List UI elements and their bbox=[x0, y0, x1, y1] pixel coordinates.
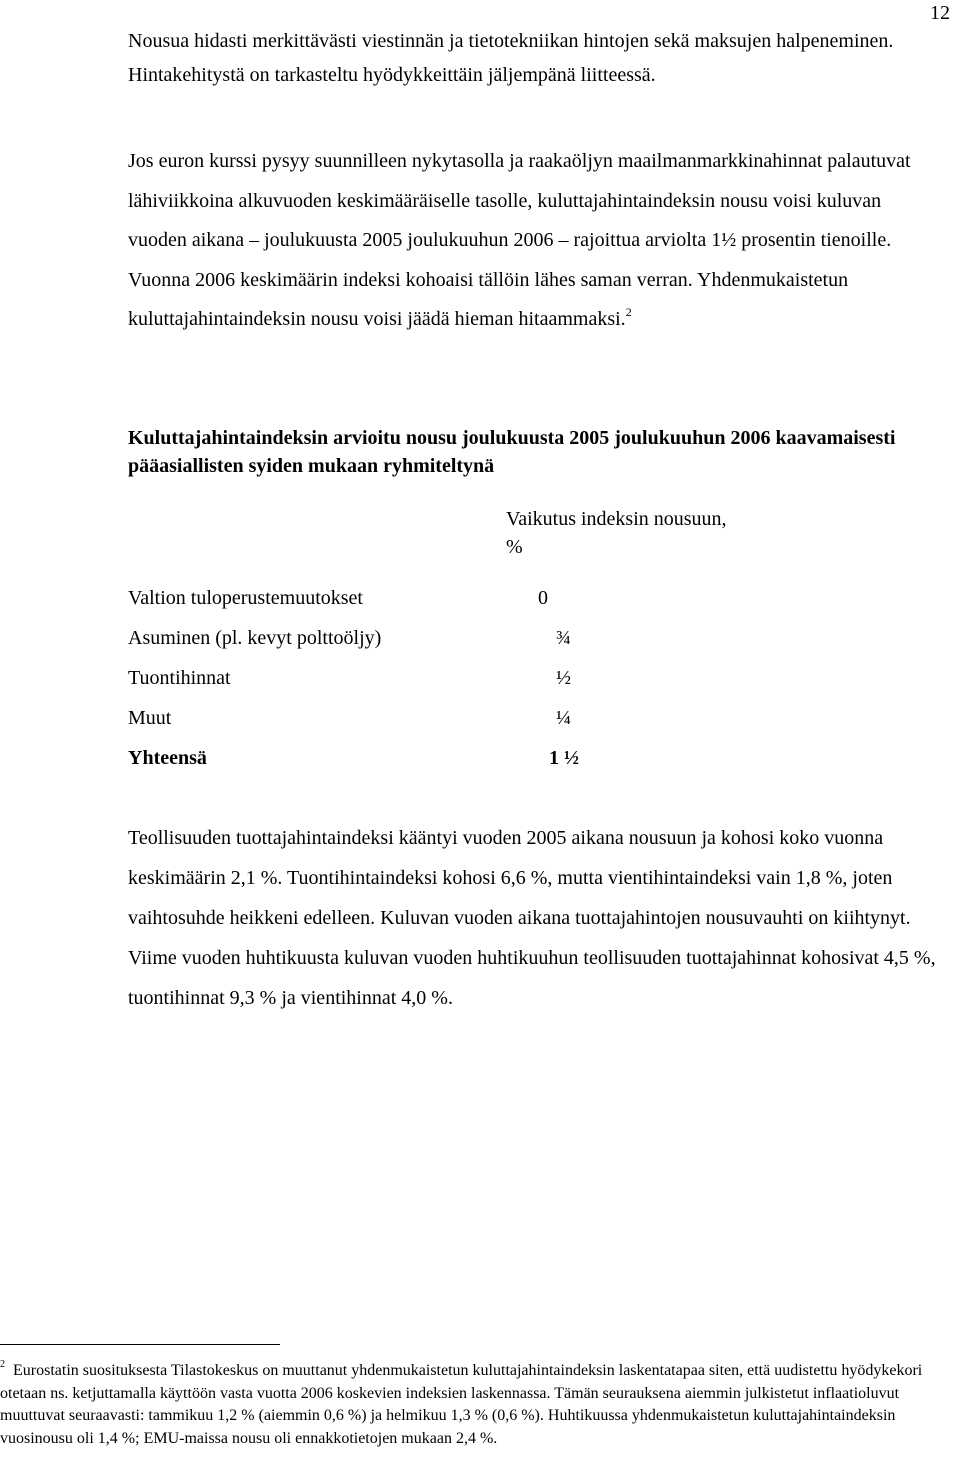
table-column-header: Vaikutus indeksin nousuun, % bbox=[506, 508, 727, 558]
footnote-text: Eurostatin suosituksesta Tilastokeskus on muuttanut yhdenmukaistetun kuluttajahintaindeksin laskentatapaa siten, että uudistettu hyödykekori otetaan ns. ketjuttamalla käyttöön vasta vuotta 2006 koskevien indeksien laskennassa. Tämän seurauksena aiemmin julkistetut inflaatioluvut muuttuvat seuraavasti: tammikuu 1,2 % (aiemmin 0,6 %) ja helmikuu 1,3 % (0,6 %). Huhtikuussa yhdenmukaistetun kuluttajahintaindeksin vuosinousu oli 1,4 %; EMU-maissa nousu oli ennakkotietojen mukaan 2,4 %. bbox=[0, 1362, 923, 1447]
paragraph-inflation-forecast-text: Jos euron kurssi pysyy suunnilleen nykytasolla ja raakaöljyn maailmanmarkkinahinnat palautuvat lähiviikkoina alkuvuoden keskimääräiselle tasolle, kuluttajahintaindeksin nousu voisi kuluvan vuoden aikana – joulukuusta 2005 joulukuuhun 2006 – rajoittua arviolta 1½ prosentin tienoille. Vuonna 2006 keskimäärin indeksi kohoaisi tällöin lähes saman verran. Yhdenmukaistetun kuluttajahintaindeksin nousu voisi jäädä hieman hitaammaksi. bbox=[128, 150, 911, 330]
table-row-value: ¼ bbox=[556, 707, 571, 729]
page-number: 12 bbox=[930, 2, 950, 24]
footnote-reference: 2 bbox=[625, 305, 632, 319]
footnote bbox=[0, 1360, 945, 1450]
paragraph-producer-prices: Teollisuuden tuottajahintaindeksi kääntyi vuoden 2005 aikana nousuun ja kohosi koko vuonna keskimäärin 2,1 %. Tuontihintaindeksi kohosi 6,6 %, mutta vientihintaindeksi vain 1,8 %, joten vaihtosuhde heikkeni edelleen. Kuluvan vuoden aikana tuottajahintojen nousuvauhti on kiihtynyt. Viime vuoden huhtikuusta kuluvan vuoden huhtikuuhun teollisuuden tuottajahinnat kohosivat 4,5 %, tuontihinnat 9,3 % ja vientihinnat 4,0 %. bbox=[128, 827, 936, 1009]
table-total-label: Yhteensä bbox=[128, 747, 207, 769]
table-row-value: 0 bbox=[538, 587, 548, 609]
table-row-label: Tuontihinnat bbox=[128, 667, 231, 689]
paragraph-inflation-forecast bbox=[128, 142, 928, 340]
table-total-value: 1 ½ bbox=[549, 747, 579, 769]
footnote-number: 2 bbox=[0, 1359, 5, 1370]
table-row-label: Muut bbox=[128, 707, 172, 729]
table-row-value: ½ bbox=[556, 667, 571, 689]
table-row-value: ¾ bbox=[556, 627, 571, 649]
table-row-label: Asuminen (pl. kevyt polttoöljy) bbox=[128, 627, 382, 649]
table-row-label: Valtion tuloperustemuutokset bbox=[128, 587, 363, 609]
footnote-separator bbox=[0, 1344, 280, 1345]
table-title: Kuluttajahintaindeksin arvioitu nousu joulukuusta 2005 joulukuuhun 2006 kaavamaisesti pääasiallisten syiden mukaan ryhmiteltynä bbox=[128, 427, 896, 477]
paragraph-price-development: Nousua hidasti merkittävästi viestinnän ja tietotekniikan hintojen sekä maksujen halpeneminen. Hintakehitystä on tarkasteltu hyödykkeittäin jäljempänä liitteessä. bbox=[128, 30, 894, 86]
